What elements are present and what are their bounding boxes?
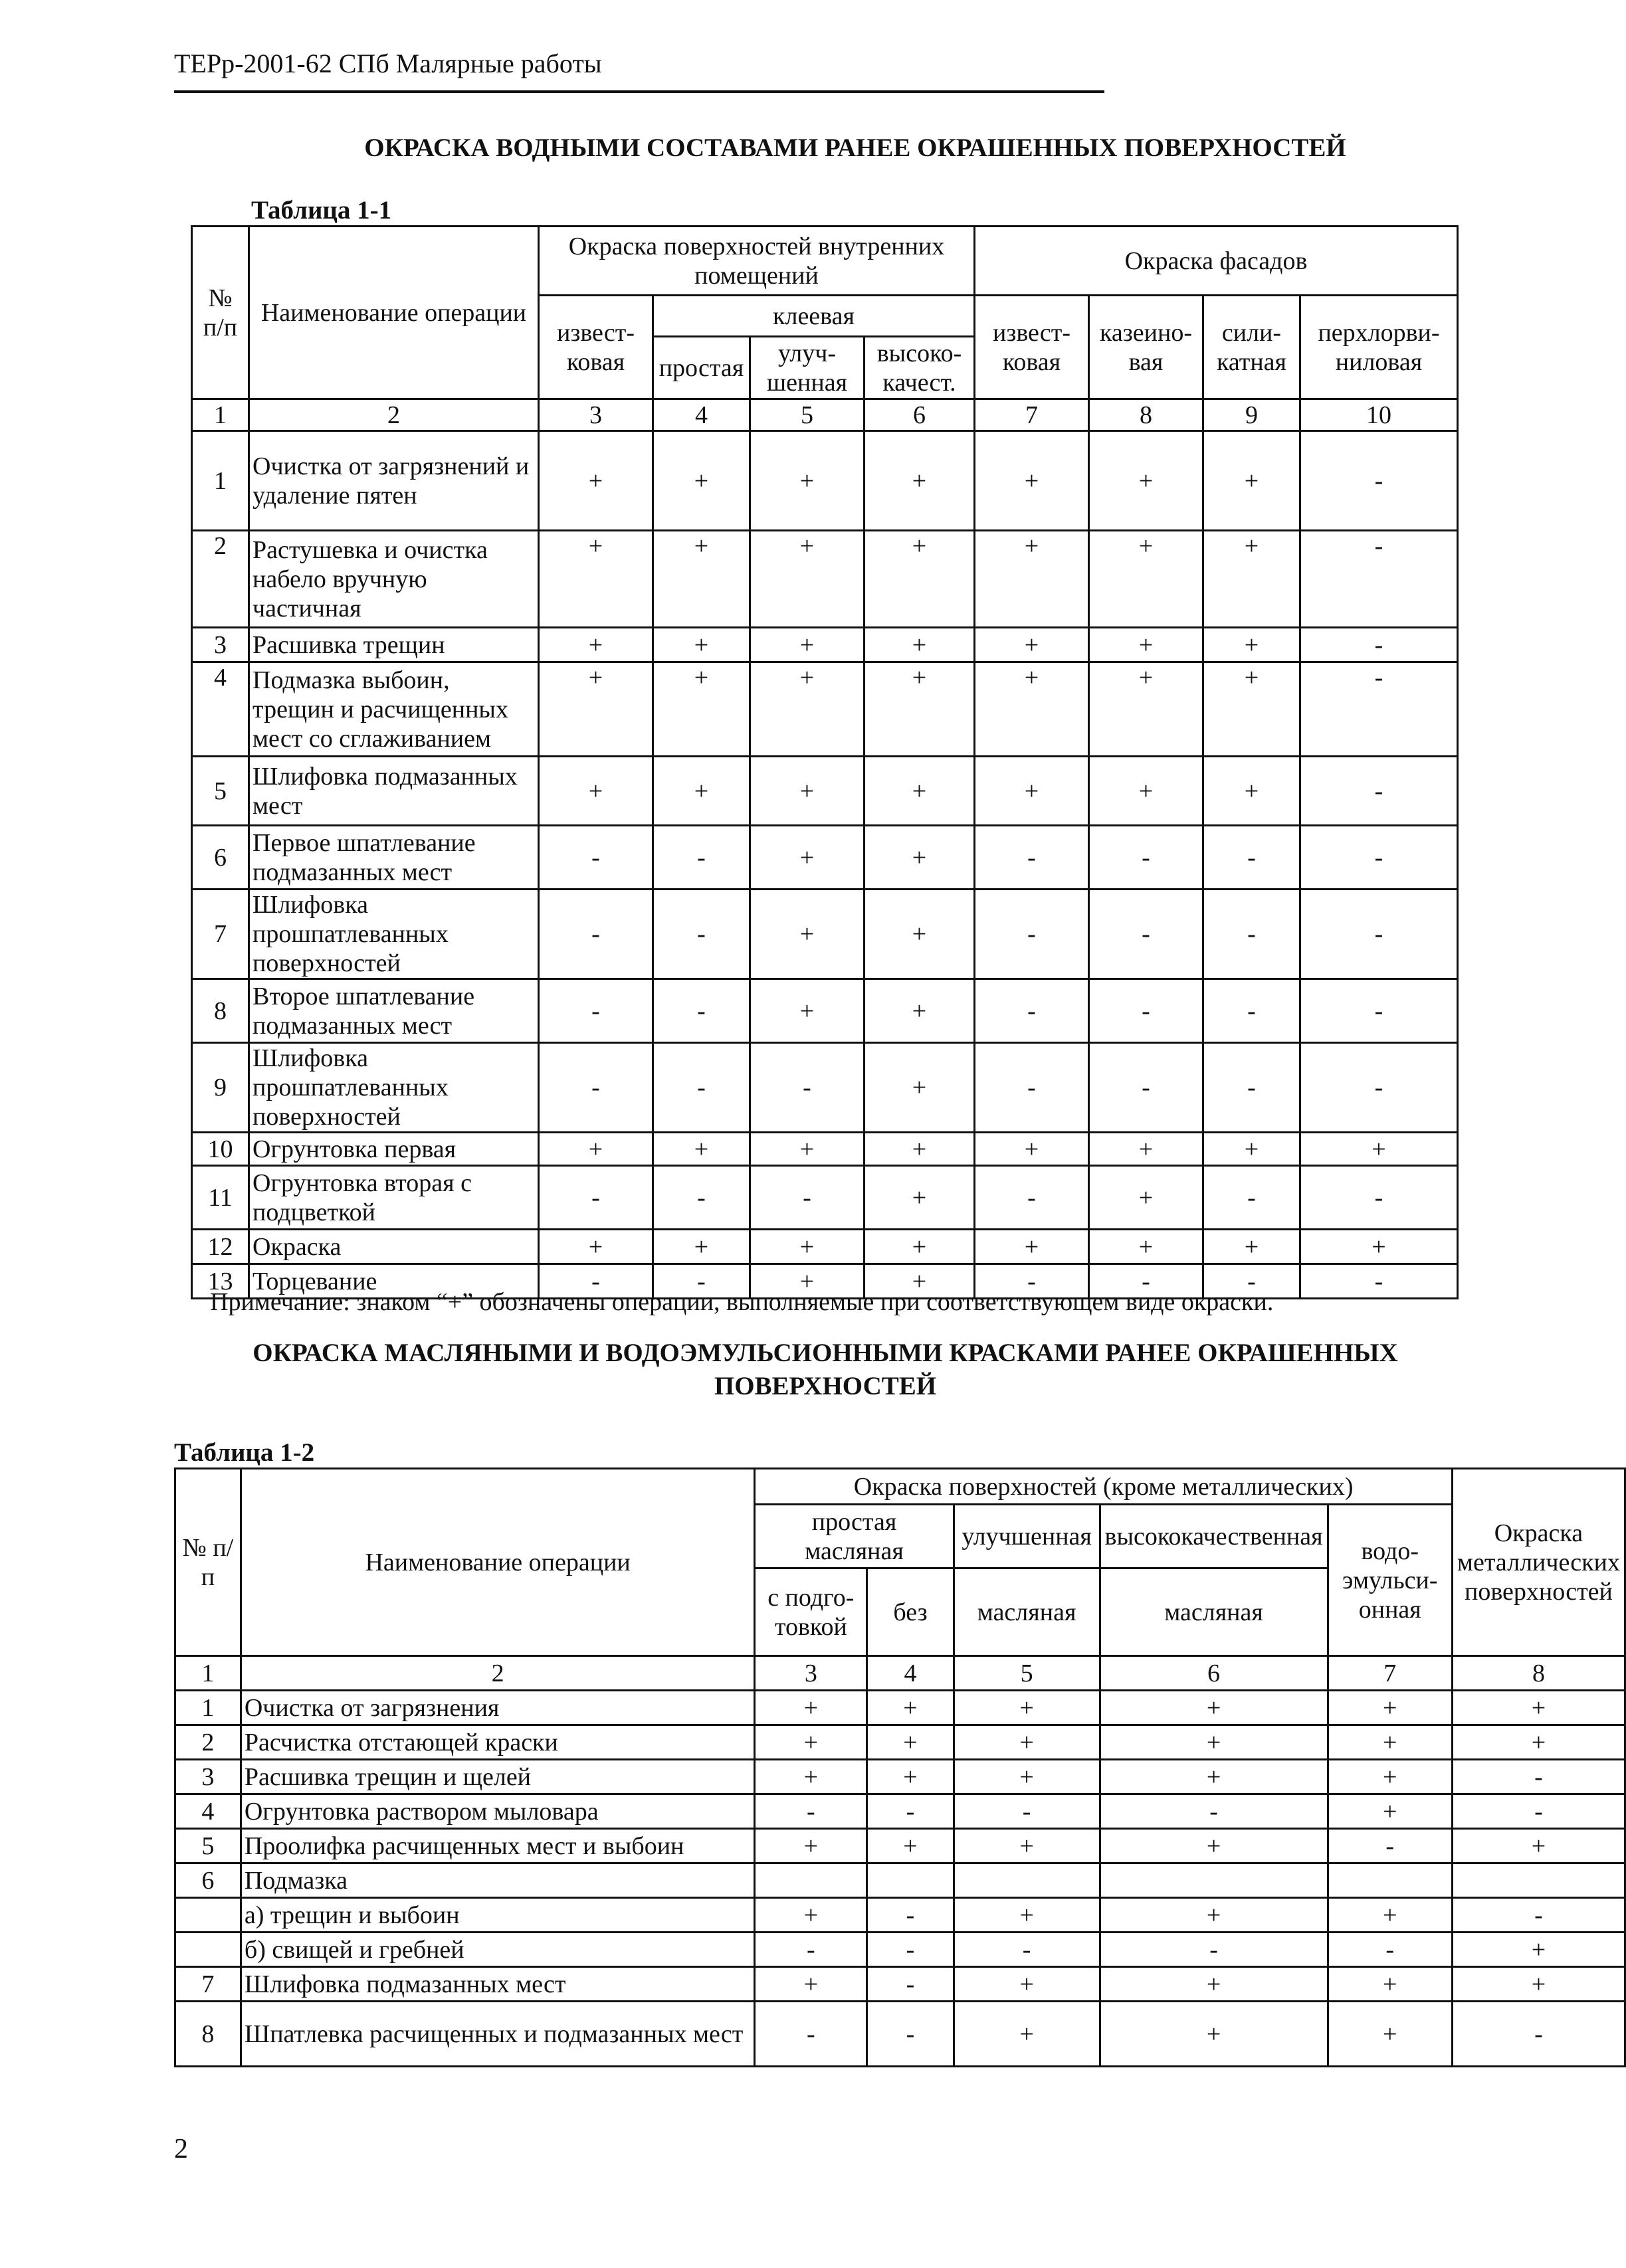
mark-cell: - bbox=[1300, 628, 1458, 662]
operation-name: а) трещин и выбоин bbox=[241, 1898, 755, 1933]
t1-header-hq: высоко-качест. bbox=[864, 337, 975, 399]
mark-cell: + bbox=[1300, 1133, 1458, 1166]
table-row bbox=[192, 1043, 1458, 1133]
mark-cell: - bbox=[1452, 1760, 1625, 1794]
operation-name: Шлифовка подмазанных мест bbox=[249, 757, 539, 826]
mark-cell: - bbox=[954, 1794, 1100, 1829]
row-number: 12 bbox=[192, 1230, 249, 1264]
mark-cell: - bbox=[539, 890, 653, 979]
mark-cell: - bbox=[867, 1794, 954, 1829]
document-header: ТЕРр-2001-62 СПб Малярные работы bbox=[174, 48, 602, 78]
t2-header-oil2: масляная bbox=[1100, 1568, 1328, 1656]
operation-name: Расчистка отстающей краски bbox=[241, 1725, 755, 1760]
row-number: 11 bbox=[192, 1166, 249, 1230]
column-number: 5 bbox=[750, 399, 864, 431]
mark-cell: - bbox=[975, 1166, 1089, 1230]
mark-cell: - bbox=[1452, 2002, 1625, 2067]
mark-cell: + bbox=[864, 531, 975, 628]
mark-cell: + bbox=[864, 1264, 975, 1299]
row-number: 13 bbox=[192, 1264, 249, 1299]
header-rule bbox=[174, 90, 1104, 93]
column-number: 4 bbox=[653, 399, 750, 431]
table-row bbox=[192, 662, 1458, 757]
mark-cell: - bbox=[1089, 979, 1203, 1043]
mark-cell: - bbox=[975, 890, 1089, 979]
mark-cell: + bbox=[1328, 1794, 1452, 1829]
mark-cell bbox=[867, 1863, 954, 1898]
mark-cell: + bbox=[1089, 757, 1203, 826]
mark-cell: - bbox=[1452, 1794, 1625, 1829]
t1-header-name: Наименование операции bbox=[249, 227, 539, 399]
mark-cell: + bbox=[975, 628, 1089, 662]
row-number: 5 bbox=[192, 757, 249, 826]
column-number: 8 bbox=[1089, 399, 1203, 431]
t2-header-no: № п/п bbox=[175, 1469, 241, 1656]
table1-title: ОКРАСКА ВОДНЫМИ СОСТАВАМИ РАНЕЕ ОКРАШЕННЫХ ПОВЕРХНОСТЕЙ bbox=[364, 134, 1346, 162]
mark-cell: + bbox=[750, 979, 864, 1043]
column-number: 1 bbox=[175, 1656, 241, 1691]
t1-header-pvc: перхлорви-ниловая bbox=[1300, 296, 1458, 399]
mark-cell bbox=[1452, 1863, 1625, 1898]
mark-cell: + bbox=[1100, 1691, 1328, 1725]
mark-cell: + bbox=[1089, 1230, 1203, 1264]
column-number: 9 bbox=[1203, 399, 1300, 431]
table-row bbox=[175, 1760, 1625, 1794]
table-row bbox=[192, 399, 1458, 431]
row-number: 1 bbox=[175, 1691, 241, 1725]
mark-cell: - bbox=[867, 2002, 954, 2067]
mark-cell: + bbox=[653, 662, 750, 757]
table1-note: Примечание: знаком “+” обозначены операции, выполняемые при соответствующем виде окраски. bbox=[210, 1288, 1274, 1316]
mark-cell: + bbox=[1328, 1691, 1452, 1725]
mark-cell: + bbox=[1328, 1898, 1452, 1933]
mark-cell bbox=[1328, 1863, 1452, 1898]
mark-cell: + bbox=[975, 1133, 1089, 1166]
mark-cell: + bbox=[755, 1725, 867, 1760]
mark-cell: + bbox=[653, 431, 750, 531]
mark-cell: + bbox=[539, 1133, 653, 1166]
row-number: 3 bbox=[175, 1760, 241, 1794]
column-number: 3 bbox=[539, 399, 653, 431]
t2-header-surfaces: Окраска поверхностей (кроме металлических) bbox=[755, 1469, 1453, 1505]
mark-cell: + bbox=[954, 1760, 1100, 1794]
table-row bbox=[192, 757, 1458, 826]
row-number: 4 bbox=[175, 1794, 241, 1829]
mark-cell: + bbox=[864, 1043, 975, 1133]
mark-cell: + bbox=[1100, 1898, 1328, 1933]
mark-cell: + bbox=[1100, 1829, 1328, 1863]
mark-cell: + bbox=[867, 1725, 954, 1760]
mark-cell: + bbox=[755, 1829, 867, 1863]
mark-cell: + bbox=[954, 1829, 1100, 1863]
t1-header-casein: казеино-вая bbox=[1089, 296, 1203, 399]
row-number: 3 bbox=[192, 628, 249, 662]
table2-title: ОКРАСКА МАСЛЯНЫМИ И ВОДОЭМУЛЬСИОННЫМИ КРАСКАМИ РАНЕЕ ОКРАШЕННЫХ ПОВЕРХНОСТЕЙ bbox=[253, 1339, 1398, 1400]
mark-cell: + bbox=[1089, 431, 1203, 531]
mark-cell: + bbox=[975, 757, 1089, 826]
operation-name: Подмазка bbox=[241, 1863, 755, 1898]
t2-header-hq: высококачественная bbox=[1100, 1505, 1328, 1568]
t1-header-simple: простая bbox=[653, 337, 750, 399]
page-number: 2 bbox=[174, 2134, 188, 2164]
operation-name: Огрунтовка вторая с подцветкой bbox=[249, 1166, 539, 1230]
mark-cell: - bbox=[1203, 890, 1300, 979]
mark-cell: - bbox=[1203, 826, 1300, 890]
mark-cell: + bbox=[864, 431, 975, 531]
mark-cell: - bbox=[653, 1043, 750, 1133]
mark-cell: + bbox=[653, 757, 750, 826]
operation-name: Торцевание bbox=[249, 1264, 539, 1299]
mark-cell: + bbox=[1203, 1230, 1300, 1264]
column-number: 6 bbox=[1100, 1656, 1328, 1691]
mark-cell: - bbox=[653, 1166, 750, 1230]
table-row bbox=[175, 1933, 1625, 1967]
mark-cell: + bbox=[864, 1166, 975, 1230]
mark-cell: - bbox=[1100, 1794, 1328, 1829]
mark-cell: - bbox=[653, 979, 750, 1043]
mark-cell: + bbox=[1203, 662, 1300, 757]
mark-cell: + bbox=[1100, 1760, 1328, 1794]
mark-cell: + bbox=[867, 1691, 954, 1725]
mark-cell: + bbox=[1452, 1725, 1625, 1760]
mark-cell: - bbox=[867, 1967, 954, 2002]
row-number: 2 bbox=[175, 1725, 241, 1760]
mark-cell: + bbox=[1203, 628, 1300, 662]
mark-cell: + bbox=[539, 431, 653, 531]
mark-cell: - bbox=[755, 2002, 867, 2067]
table-row bbox=[175, 1898, 1625, 1933]
mark-cell: + bbox=[1100, 2002, 1328, 2067]
operation-name: Расшивка трещин bbox=[249, 628, 539, 662]
mark-cell: + bbox=[539, 1230, 653, 1264]
mark-cell: + bbox=[954, 2002, 1100, 2067]
operation-name: Шпатлевка расчищенных и подмазанных мест bbox=[241, 2002, 755, 2067]
mark-cell: + bbox=[975, 531, 1089, 628]
table-row bbox=[175, 1794, 1625, 1829]
mark-cell: + bbox=[539, 531, 653, 628]
row-number: 1 bbox=[192, 431, 249, 531]
mark-cell: + bbox=[750, 757, 864, 826]
mark-cell: - bbox=[954, 1933, 1100, 1967]
row-number bbox=[175, 1898, 241, 1933]
mark-cell: - bbox=[1328, 1829, 1452, 1863]
row-number: 8 bbox=[192, 979, 249, 1043]
mark-cell: - bbox=[1203, 1264, 1300, 1299]
mark-cell: + bbox=[954, 1691, 1100, 1725]
row-number: 6 bbox=[175, 1863, 241, 1898]
operation-name: Первое шпатлевание подмазанных мест bbox=[249, 826, 539, 890]
t1-header-lime: извест-ковая bbox=[539, 296, 653, 399]
mark-cell: + bbox=[1203, 531, 1300, 628]
mark-cell: + bbox=[867, 1829, 954, 1863]
mark-cell: - bbox=[755, 1794, 867, 1829]
mark-cell bbox=[755, 1863, 867, 1898]
mark-cell: + bbox=[755, 1967, 867, 2002]
column-number: 3 bbox=[755, 1656, 867, 1691]
operation-name: Второе шпатлевание подмазанных мест bbox=[249, 979, 539, 1043]
operation-name: Огрунтовка первая bbox=[249, 1133, 539, 1166]
row-number: 10 bbox=[192, 1133, 249, 1166]
t1-header-improved: улуч-шенная bbox=[750, 337, 864, 399]
row-number: 2 bbox=[192, 531, 249, 628]
table-row bbox=[192, 1133, 1458, 1166]
mark-cell: - bbox=[1100, 1933, 1328, 1967]
mark-cell: + bbox=[653, 531, 750, 628]
mark-cell bbox=[954, 1863, 1100, 1898]
mark-cell: - bbox=[1203, 979, 1300, 1043]
mark-cell: - bbox=[975, 1043, 1089, 1133]
mark-cell: + bbox=[1203, 431, 1300, 531]
column-number: 2 bbox=[249, 399, 539, 431]
table2-caption: Таблица 1-2 bbox=[174, 1438, 315, 1467]
t1-header-no: № п/п bbox=[192, 227, 249, 399]
mark-cell: + bbox=[864, 1230, 975, 1264]
mark-cell: + bbox=[1452, 1933, 1625, 1967]
table-row bbox=[192, 531, 1458, 628]
table-row bbox=[175, 1691, 1625, 1725]
mark-cell: - bbox=[1300, 890, 1458, 979]
mark-cell: + bbox=[864, 1133, 975, 1166]
operation-name: Очистка от загрязнения bbox=[241, 1691, 755, 1725]
mark-cell: - bbox=[750, 1043, 864, 1133]
mark-cell: + bbox=[1100, 1967, 1328, 2002]
t1-header-lime2: извест-ковая bbox=[975, 296, 1089, 399]
t2-header-name: Наименование операции bbox=[241, 1469, 755, 1656]
table-row bbox=[192, 979, 1458, 1043]
operation-name: Шлифовка прошпатлеванных поверхностей bbox=[249, 890, 539, 979]
column-number: 8 bbox=[1452, 1656, 1625, 1691]
table-row bbox=[175, 1725, 1625, 1760]
mark-cell: - bbox=[539, 1264, 653, 1299]
table-row bbox=[175, 1967, 1625, 2002]
table-row bbox=[192, 628, 1458, 662]
mark-cell: + bbox=[975, 1230, 1089, 1264]
mark-cell: + bbox=[750, 662, 864, 757]
mark-cell: - bbox=[539, 826, 653, 890]
mark-cell bbox=[1100, 1863, 1328, 1898]
mark-cell: - bbox=[1300, 1166, 1458, 1230]
table1 bbox=[191, 225, 1459, 1299]
operation-name: Проолифка расчищенных мест и выбоин bbox=[241, 1829, 755, 1863]
row-number: 7 bbox=[175, 1967, 241, 2002]
mark-cell: + bbox=[1100, 1725, 1328, 1760]
mark-cell: - bbox=[539, 1166, 653, 1230]
mark-cell: - bbox=[1089, 1043, 1203, 1133]
mark-cell: + bbox=[1328, 1967, 1452, 2002]
column-number: 1 bbox=[192, 399, 249, 431]
column-number: 7 bbox=[975, 399, 1089, 431]
mark-cell: - bbox=[750, 1166, 864, 1230]
mark-cell: + bbox=[1328, 1725, 1452, 1760]
mark-cell: + bbox=[867, 1760, 954, 1794]
table-row bbox=[192, 826, 1458, 890]
mark-cell: - bbox=[1328, 1933, 1452, 1967]
t2-header-with-prep: с подго-товкой bbox=[755, 1568, 867, 1656]
mark-cell: - bbox=[653, 890, 750, 979]
column-number: 6 bbox=[864, 399, 975, 431]
mark-cell: + bbox=[1089, 662, 1203, 757]
mark-cell: - bbox=[1203, 1043, 1300, 1133]
mark-cell: - bbox=[975, 1264, 1089, 1299]
table-row bbox=[175, 1829, 1625, 1863]
mark-cell: + bbox=[864, 979, 975, 1043]
mark-cell: - bbox=[1300, 757, 1458, 826]
mark-cell: + bbox=[1328, 2002, 1452, 2067]
operation-name: Очистка от загрязнений и удаление пятен bbox=[249, 431, 539, 531]
mark-cell: + bbox=[864, 662, 975, 757]
mark-cell: + bbox=[1089, 1166, 1203, 1230]
mark-cell: + bbox=[864, 628, 975, 662]
mark-cell: - bbox=[867, 1898, 954, 1933]
mark-cell: + bbox=[864, 826, 975, 890]
mark-cell: + bbox=[750, 531, 864, 628]
table-row bbox=[175, 2002, 1625, 2067]
mark-cell: + bbox=[653, 1230, 750, 1264]
mark-cell: + bbox=[653, 628, 750, 662]
mark-cell: + bbox=[1300, 1230, 1458, 1264]
row-number: 9 bbox=[192, 1043, 249, 1133]
mark-cell: + bbox=[1452, 1691, 1625, 1725]
mark-cell: + bbox=[653, 1133, 750, 1166]
mark-cell: - bbox=[1300, 1043, 1458, 1133]
t2-header-water: водо-эмульси-онная bbox=[1328, 1505, 1452, 1656]
mark-cell: + bbox=[1452, 1967, 1625, 2002]
table-row bbox=[192, 431, 1458, 531]
mark-cell: - bbox=[975, 979, 1089, 1043]
mark-cell: + bbox=[1203, 1133, 1300, 1166]
mark-cell: + bbox=[750, 826, 864, 890]
mark-cell: + bbox=[755, 1691, 867, 1725]
mark-cell: + bbox=[1089, 1133, 1203, 1166]
mark-cell: + bbox=[1328, 1760, 1452, 1794]
mark-cell: + bbox=[954, 1898, 1100, 1933]
column-number: 5 bbox=[954, 1656, 1100, 1691]
table-row bbox=[192, 890, 1458, 979]
table-row bbox=[192, 1166, 1458, 1230]
t2-header-simple-oil: простая масляная bbox=[755, 1505, 954, 1568]
mark-cell: + bbox=[1452, 1829, 1625, 1863]
mark-cell: - bbox=[653, 1264, 750, 1299]
mark-cell: + bbox=[750, 628, 864, 662]
mark-cell: - bbox=[1300, 1264, 1458, 1299]
table2 bbox=[174, 1467, 1626, 2067]
row-number bbox=[175, 1933, 241, 1967]
column-number: 4 bbox=[867, 1656, 954, 1691]
operation-name: Шлифовка прошпатлеванных поверхностей bbox=[249, 1043, 539, 1133]
table-row bbox=[175, 1656, 1625, 1691]
mark-cell: - bbox=[975, 826, 1089, 890]
t1-header-glue: клеевая bbox=[653, 296, 975, 337]
mark-cell: + bbox=[975, 662, 1089, 757]
mark-cell: - bbox=[539, 1043, 653, 1133]
mark-cell: - bbox=[867, 1933, 954, 1967]
t2-header-without: без bbox=[867, 1568, 954, 1656]
mark-cell: + bbox=[539, 628, 653, 662]
operation-name: б) свищей и гребней bbox=[241, 1933, 755, 1967]
table-row bbox=[175, 1863, 1625, 1898]
operation-name: Шлифовка подмазанных мест bbox=[241, 1967, 755, 2002]
mark-cell: - bbox=[1452, 1898, 1625, 1933]
mark-cell: + bbox=[864, 757, 975, 826]
row-number: 8 bbox=[175, 2002, 241, 2067]
mark-cell: - bbox=[653, 826, 750, 890]
mark-cell: - bbox=[1089, 826, 1203, 890]
operation-name: Растушевка и очистка набело вручную частичная bbox=[249, 531, 539, 628]
column-number: 2 bbox=[241, 1656, 755, 1691]
row-number: 5 bbox=[175, 1829, 241, 1863]
mark-cell: + bbox=[750, 431, 864, 531]
mark-cell: + bbox=[750, 1230, 864, 1264]
mark-cell: - bbox=[1203, 1166, 1300, 1230]
mark-cell: + bbox=[1089, 628, 1203, 662]
mark-cell: - bbox=[1300, 531, 1458, 628]
row-number: 6 bbox=[192, 826, 249, 890]
mark-cell: + bbox=[539, 662, 653, 757]
column-number: 10 bbox=[1300, 399, 1458, 431]
t2-header-oil1: масляная bbox=[954, 1568, 1100, 1656]
mark-cell: - bbox=[1300, 662, 1458, 757]
mark-cell: - bbox=[1089, 890, 1203, 979]
mark-cell: - bbox=[1300, 979, 1458, 1043]
operation-name: Подмазка выбоин, трещин и расчищенных мест со сглаживанием bbox=[249, 662, 539, 757]
t1-header-facades: Окраска фасадов bbox=[975, 227, 1458, 296]
operation-name: Расшивка трещин и щелей bbox=[241, 1760, 755, 1794]
mark-cell: + bbox=[954, 1967, 1100, 2002]
mark-cell: + bbox=[755, 1898, 867, 1933]
column-number: 7 bbox=[1328, 1656, 1452, 1691]
mark-cell: + bbox=[750, 1133, 864, 1166]
mark-cell: + bbox=[975, 431, 1089, 531]
t2-header-improved: улучшенная bbox=[954, 1505, 1100, 1568]
mark-cell: - bbox=[755, 1933, 867, 1967]
operation-name: Огрунтовка раствором мыловара bbox=[241, 1794, 755, 1829]
t1-header-interior: Окраска поверхностей внутренних помещений bbox=[539, 227, 975, 296]
mark-cell: + bbox=[539, 757, 653, 826]
mark-cell: + bbox=[954, 1725, 1100, 1760]
mark-cell: + bbox=[1089, 531, 1203, 628]
mark-cell: - bbox=[1300, 431, 1458, 531]
mark-cell: + bbox=[750, 890, 864, 979]
row-number: 4 bbox=[192, 662, 249, 757]
mark-cell: - bbox=[539, 979, 653, 1043]
mark-cell: - bbox=[1300, 826, 1458, 890]
t1-header-silicate: сили-катная bbox=[1203, 296, 1300, 399]
t2-header-metal: Окраска металлических поверхностей bbox=[1452, 1469, 1625, 1656]
mark-cell: + bbox=[864, 890, 975, 979]
table-row bbox=[192, 1230, 1458, 1264]
mark-cell: + bbox=[755, 1760, 867, 1794]
mark-cell: + bbox=[750, 1264, 864, 1299]
operation-name: Окраска bbox=[249, 1230, 539, 1264]
mark-cell: - bbox=[1089, 1264, 1203, 1299]
table1-caption: Таблица 1-1 bbox=[251, 196, 392, 225]
mark-cell: + bbox=[1203, 757, 1300, 826]
row-number: 7 bbox=[192, 890, 249, 979]
